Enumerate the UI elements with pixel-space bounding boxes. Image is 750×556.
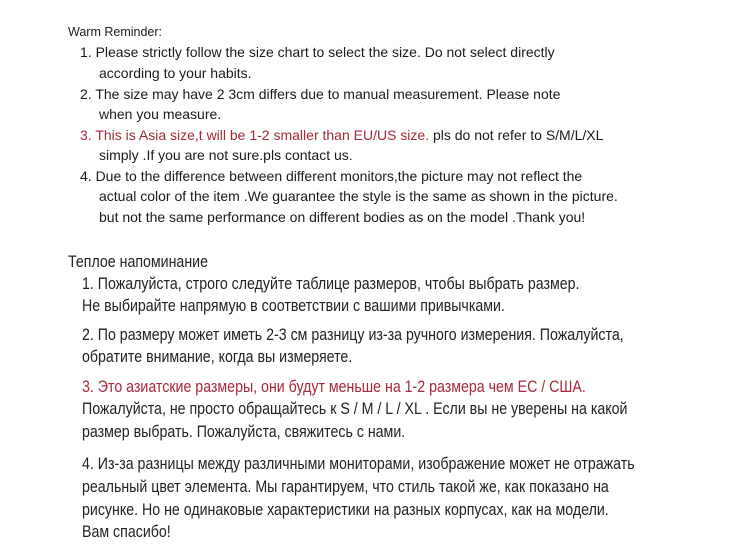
english-item-4-line-1: 4. Due to the difference between different monitors,the picture may not reflect the [80,168,583,184]
english-title: Warm Reminder: [68,25,162,39]
english-item-3-line-2: simply .If you are not sure.pls contact us. [99,147,353,163]
russian-item-2-line-2: обратите внимание, когда вы измеряете. [82,348,353,366]
english-item-4-line-2: actual color of the item .We guarantee the style is the same as shown in the picture. [99,188,618,204]
russian-title: Теплое напоминание [68,253,208,271]
russian-item-3-line-2: Пожалуйста, не просто обращайтесь к S / M / L / XL . Если вы не уверены на какой [82,400,628,418]
english-item-1-line-2: according to your habits. [99,65,252,81]
english-item-4-line-3: but not the same performance on different bodies as on the model .Thank you! [99,209,586,225]
russian-item-3-warning: 3. Это азиатские размеры, они будут меньше на 1-2 размера чем ЕС / США. [82,378,586,396]
russian-item-4-line-4: Вам спасибо! [82,523,171,541]
russian-item-2-line-1: 2. По размеру может иметь 2-3 см разницу из-за ручного измерения. Пожалуйста, [82,326,624,344]
russian-item-4-line-1: 4. Из-за разницы между различными мониторами, изображение может не отражать [82,455,635,473]
russian-item-4-line-2: реальный цвет элемента. Мы гарантируем, что стиль такой же, как показано на [82,478,609,496]
english-item-1-line-1: 1. Please strictly follow the size chart to select the size. Do not select directly [80,44,555,60]
english-item-3-line-1 [80,126,603,144]
english-item-3-rest: pls do not refer to S/M/L/XL [429,127,604,143]
english-item-2-line-1: 2. The size may have 2 3cm differs due to manual measurement. Please note [80,86,561,102]
russian-item-3-line-3: размер выбрать. Пожалуйста, свяжитесь с нами. [82,423,406,441]
russian-item-4-line-3: рисунке. Но не одинаковые характеристики на разных корпусах, как на модели. [82,501,609,519]
english-item-2-line-2: when you measure. [99,106,222,122]
russian-item-1-line-1: 1. Пожалуйста, строго следуйте таблице размеров, чтобы выбрать размер. [82,275,580,293]
english-item-3-warning: 3. This is Asia size,t will be 1-2 smaller than EU/US size. [80,127,430,143]
russian-item-1-line-2: Не выбирайте напрямую в соответствии с вашими привычками. [82,297,505,315]
